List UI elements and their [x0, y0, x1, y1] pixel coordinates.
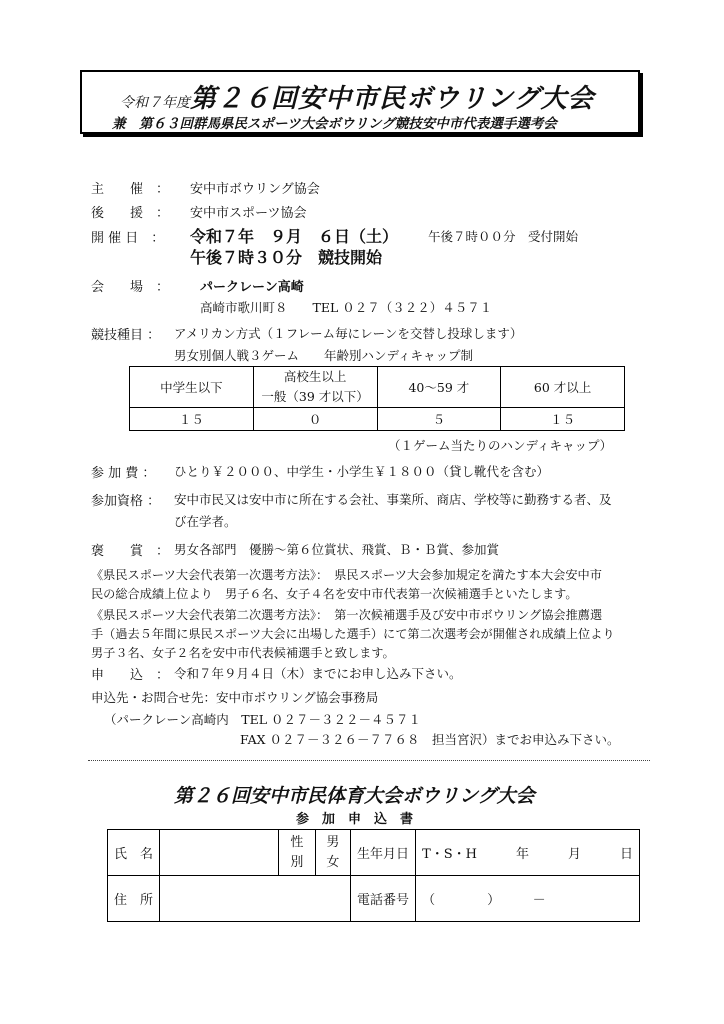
address-field[interactable]	[160, 876, 351, 922]
handicap-header-line: 一般（39 才以下）	[261, 389, 369, 404]
sex-choice[interactable]	[315, 830, 350, 876]
handicap-value-cell: １５	[130, 408, 254, 431]
selection2-line-2: 手（過去５年間に県民スポーツ大会に出場した選手）にて第二次選考会が開催され成績上位より	[91, 627, 615, 641]
phone-field[interactable]: （ ） －	[416, 876, 640, 922]
name-label: 氏 名	[108, 830, 160, 876]
date-value: 令和７年 ９月 ６日（土）	[190, 227, 399, 246]
address-label: 住 所	[108, 876, 160, 922]
venue-address: 高崎市歌川町８ TEL ０２７（３２２）４５７１	[200, 300, 493, 315]
venue-name: パークレーン高崎	[200, 280, 304, 295]
apply-label: 申 込 ：	[91, 668, 170, 683]
eligibility-line-1: 安中市民又は安中市に所在する会社、事業所、商店、学校等に勤務する者、及	[174, 492, 612, 507]
support-label: 後 援 ：	[91, 206, 170, 221]
contact-line-3: FAX ０２７－３２６－７７６８ 担当宮沢）までお申込み下さい。	[240, 732, 620, 747]
handicap-value-cell: １５	[501, 408, 625, 431]
selection1-line-1: 《県民スポーツ大会代表第一次選考方法》： 県民スポーツ大会参加規定を満たす本大会安中市	[91, 568, 602, 582]
handicap-header-cell: 60 才以上	[501, 367, 625, 408]
page-title: 第２６回安中市民ボウリング大会	[190, 84, 595, 114]
reception-time: 午後７時００分 受付開始	[428, 229, 579, 244]
form-row-name	[108, 830, 640, 876]
name-field[interactable]	[160, 830, 279, 876]
sex-label	[279, 830, 316, 876]
event-line-2: 男女別個人戦３ゲーム 年齢別ハンディキャップ制	[174, 348, 474, 363]
form-title: 参 加 申 込 書	[296, 812, 414, 827]
start-time: 午後７時３０分 競技開始	[190, 248, 383, 267]
sex-option-female[interactable]: 女	[326, 854, 340, 870]
phone-label: 電話番号	[351, 876, 416, 922]
handicap-note: （１ゲーム当たりのハンディキャップ）	[388, 438, 613, 453]
selection1-line-2: 民の総合成績上位より 男子６名、女子４名を安中市代表第一次候補選手といたします。	[91, 587, 578, 601]
support-value: 安中市スポーツ協会	[190, 206, 307, 221]
application-form	[107, 829, 640, 922]
cut-line	[88, 760, 650, 761]
handicap-value-row	[130, 408, 625, 431]
handicap-value-cell: ０	[253, 408, 377, 431]
prize-label: 褒 賞 ：	[91, 544, 170, 559]
birth-field[interactable]: T・S・H 年 月 日	[416, 830, 640, 876]
handicap-header-cell: 40～59 才	[377, 367, 501, 408]
selection2-line-3: 男子３名、女子２名を安中市代表候補選手と致します。	[91, 646, 395, 660]
form-row-address	[108, 876, 640, 922]
event-label: 競技種目 ：	[91, 328, 161, 343]
event-line-1: アメリカン方式（１フレーム毎にレーンを交替し投球します）	[174, 326, 523, 341]
title-line	[120, 78, 594, 115]
handicap-header-line: 高校生以上	[283, 369, 347, 384]
prize-value: 男女各部門 優勝～第６位賞状、飛賞、Ｂ・Ｂ賞、参加賞	[174, 542, 500, 557]
handicap-table	[129, 366, 625, 431]
era-label: 令和７年度	[120, 95, 190, 111]
organizer-label: 主 催 ：	[91, 182, 170, 197]
title-box	[80, 70, 640, 134]
venue-label: 会 場 ：	[91, 280, 170, 295]
contact-line-1: 申込先・お問合せ先：安中市ボウリング協会事務局	[91, 690, 379, 705]
fee-label: 参 加 費 ：	[91, 466, 156, 481]
handicap-value-cell: ５	[377, 408, 501, 431]
sex-label-top: 性	[290, 834, 304, 850]
handicap-header-row	[130, 367, 625, 408]
page-subtitle: 兼 第６３回群馬県民スポーツ大会ボウリング競技安中市代表選手選考会	[112, 116, 557, 132]
fee-value: ひとり￥２０００、中学生・小学生￥１８００（貸し靴代を含む）	[174, 464, 550, 479]
birth-label: 生年月日	[351, 830, 416, 876]
date-label: 開 催 日 ：	[91, 231, 165, 246]
eligibility-line-2: び在学者。	[174, 514, 237, 529]
contact-line-2: （パークレーン高崎内 TEL ０２７－３２２－４５７１	[104, 712, 421, 727]
apply-value: 令和７年９月４日（木）までにお申し込み下さい。	[174, 666, 462, 681]
eligibility-label: 参加資格 ：	[91, 494, 161, 509]
handicap-header-cell: 中学生以下	[130, 367, 254, 408]
sex-option-male[interactable]: 男	[326, 834, 340, 850]
organizer-value: 安中市ボウリング協会	[190, 182, 320, 197]
handicap-header-cell	[253, 367, 377, 408]
application-title: 第２６回安中市民体育大会ボウリング大会	[174, 785, 535, 807]
sex-label-bottom: 別	[290, 854, 304, 870]
selection2-line-1: 《県民スポーツ大会代表第二次選考方法》： 第一次候補選手及び安中市ボウリング協会推薦選	[91, 608, 603, 622]
